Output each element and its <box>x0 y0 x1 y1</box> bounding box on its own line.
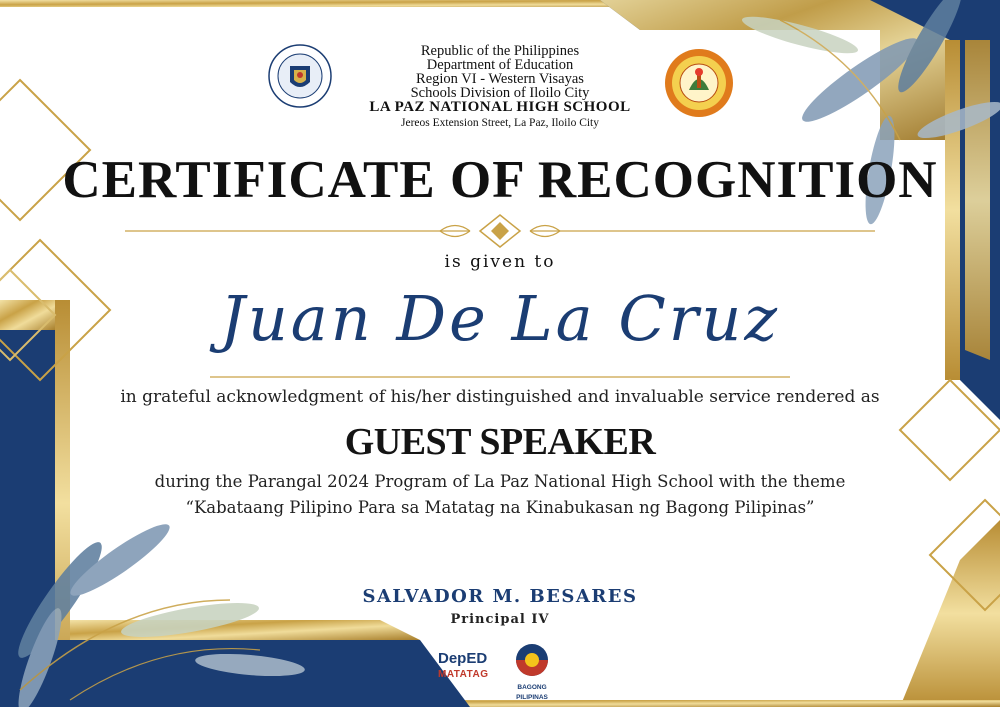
recipient-name: Juan De La Cruz <box>219 282 780 355</box>
certificate-title: CERTIFICATE OF RECOGNITION <box>62 151 938 209</box>
header-region: Region VI - Western Visayas <box>416 71 584 87</box>
header-school: LA PAZ NATIONAL HIGH SCHOOL <box>369 99 631 115</box>
matatag-wordmark: MATATAG <box>438 669 489 680</box>
bagong-pilipinas-logo <box>502 642 562 701</box>
given-to-text: is given to <box>444 252 556 272</box>
signatory-position: Principal IV <box>450 612 550 627</box>
during-line-2: “Kabataang Pilipino Para sa Matatag na Kinabukasan ng Bagong Pilipinas” <box>185 498 815 517</box>
bagong-pilipinas-wordmark: BAGONG PILIPINAS <box>516 684 548 701</box>
during-text <box>0 469 1000 521</box>
during-line-1: during the Parangal 2024 Program of La Paz National High School with the theme <box>154 472 846 491</box>
deped-matatag-logo <box>438 650 496 694</box>
header-address: Jereos Extension Street, La Paz, Iloilo City <box>400 117 599 129</box>
header-department: Department of Education <box>426 57 574 73</box>
title-divider-ornament <box>125 215 875 247</box>
deped-wordmark: DepED <box>438 650 488 667</box>
acknowledgment-text: in grateful acknowledgment of his/her distinguished and invaluable service rendered as <box>120 387 880 407</box>
role-title: GUEST SPEAKER <box>344 421 656 463</box>
header-republic: Republic of the Philippines <box>420 43 580 59</box>
header-division: Schools Division of Iloilo City <box>410 85 590 101</box>
signatory-name: SALVADOR M. BESARES <box>362 586 638 607</box>
bagong-pilipinas-emblem <box>514 642 550 678</box>
